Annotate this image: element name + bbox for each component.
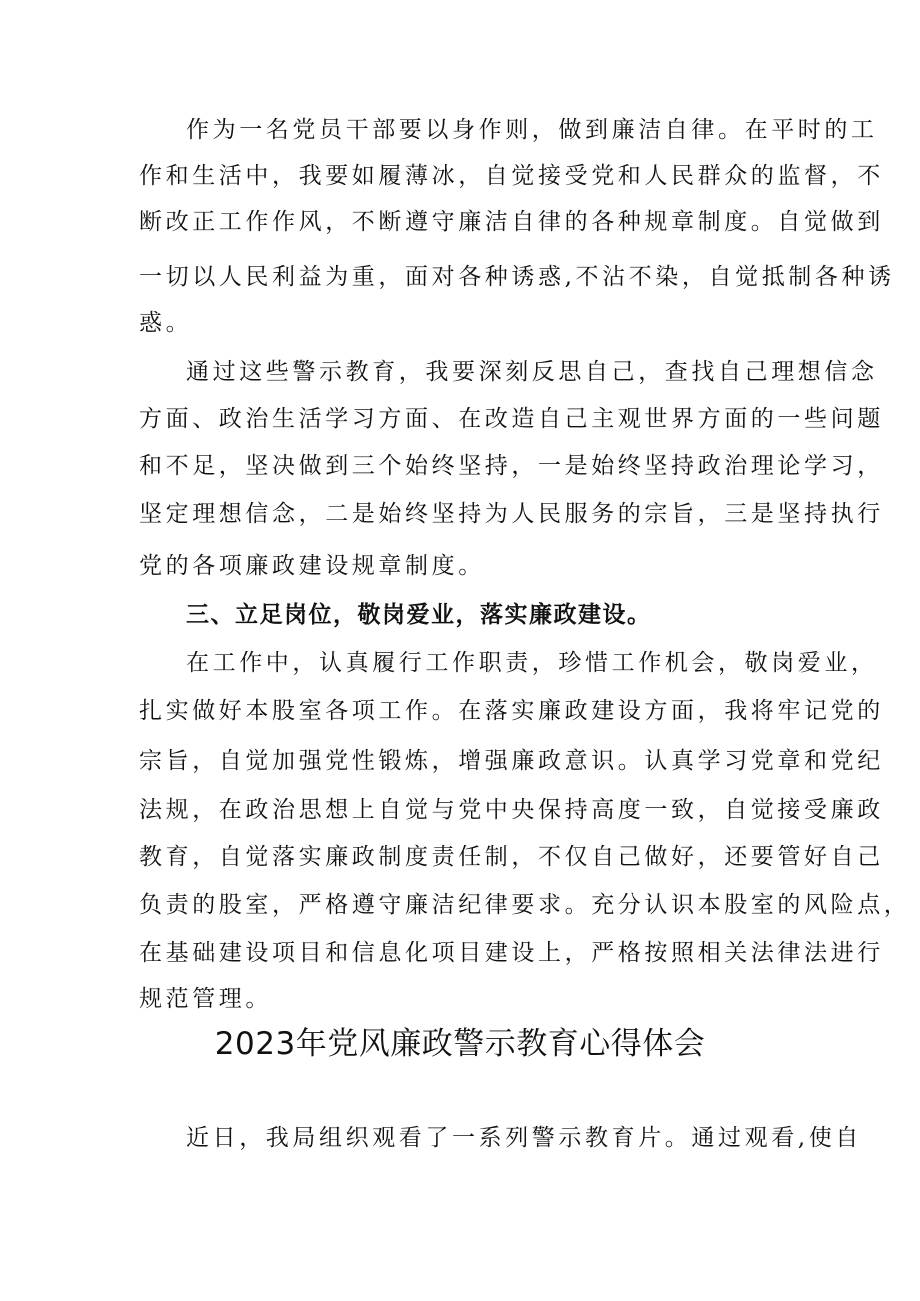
paragraph-2-line-3: 和不足，坚决做到三个始终坚持，一是始终坚持政治理论学习， bbox=[139, 453, 884, 479]
paragraph-2-line-4: 坚定理想信念，二是始终坚持为人民服务的宗旨，三是坚持执行 bbox=[139, 501, 884, 527]
paragraph-2-line-2: 方面、政治生活学习方面、在改造自己主观世界方面的一些问题 bbox=[139, 406, 884, 432]
paragraph-3-line-4: 法规，在政治思想上自觉与党中央保持高度一致，自觉接受廉政 bbox=[139, 797, 884, 823]
paragraph-3-line-1: 在工作中，认真履行工作职责，珍惜工作机会，敬岗爱业， bbox=[186, 650, 878, 676]
paragraph-3-line-6: 负责的股室，严格遵守廉洁纪律要求。充分认识本股室的风险点， bbox=[139, 892, 911, 918]
paragraph-2-line-5: 党的各项廉政建设规章制度。 bbox=[139, 553, 485, 579]
paragraph-3-line-2: 扎实做好本股室各项工作。在落实廉政建设方面，我将牢记党的 bbox=[139, 698, 884, 724]
paragraph-1-line-1: 作为一名党员干部要以身作则，做到廉洁自律。在平时的工 bbox=[186, 117, 878, 143]
paragraph-1-line-3: 断改正工作作风，不断遵守廉洁自律的各种规章制度。自觉做到 bbox=[139, 209, 884, 235]
paragraph-3-line-7: 在基础建设项目和信息化项目建设上，严格按照相关法律法进行 bbox=[139, 940, 884, 966]
article-title: 2023年党风廉政警示教育心得体会 bbox=[214, 1026, 706, 1062]
paragraph-1-line-2: 作和生活中，我要如履薄冰，自觉接受党和人民群众的监督，不 bbox=[139, 163, 884, 189]
paragraph-3-line-3: 宗旨，自觉加强党性锻炼，增强廉政意识。认真学习党章和党纪 bbox=[139, 748, 884, 774]
paragraph-1-line-4: 一切以人民利益为重，面对各种诱惑,不沾不染，自觉抵制各种诱 bbox=[139, 264, 895, 290]
paragraph-3-line-8: 规范管理。 bbox=[139, 986, 272, 1012]
paragraph-4-line-1: 近日，我局组织观看了一系列警示教育片。通过观看,使自 bbox=[186, 1125, 862, 1151]
section-heading: 三、立足岗位，敬岗爱业，落实廉政建设。 bbox=[186, 602, 652, 628]
paragraph-1-line-5: 惑。 bbox=[139, 310, 193, 336]
paragraph-3-line-5: 教育，自觉落实廉政制度责任制，不仅自己做好，还要管好自己 bbox=[139, 844, 884, 870]
paragraph-2-line-1: 通过这些警示教育，我要深刻反思自己，查找自己理想信念 bbox=[186, 359, 878, 385]
